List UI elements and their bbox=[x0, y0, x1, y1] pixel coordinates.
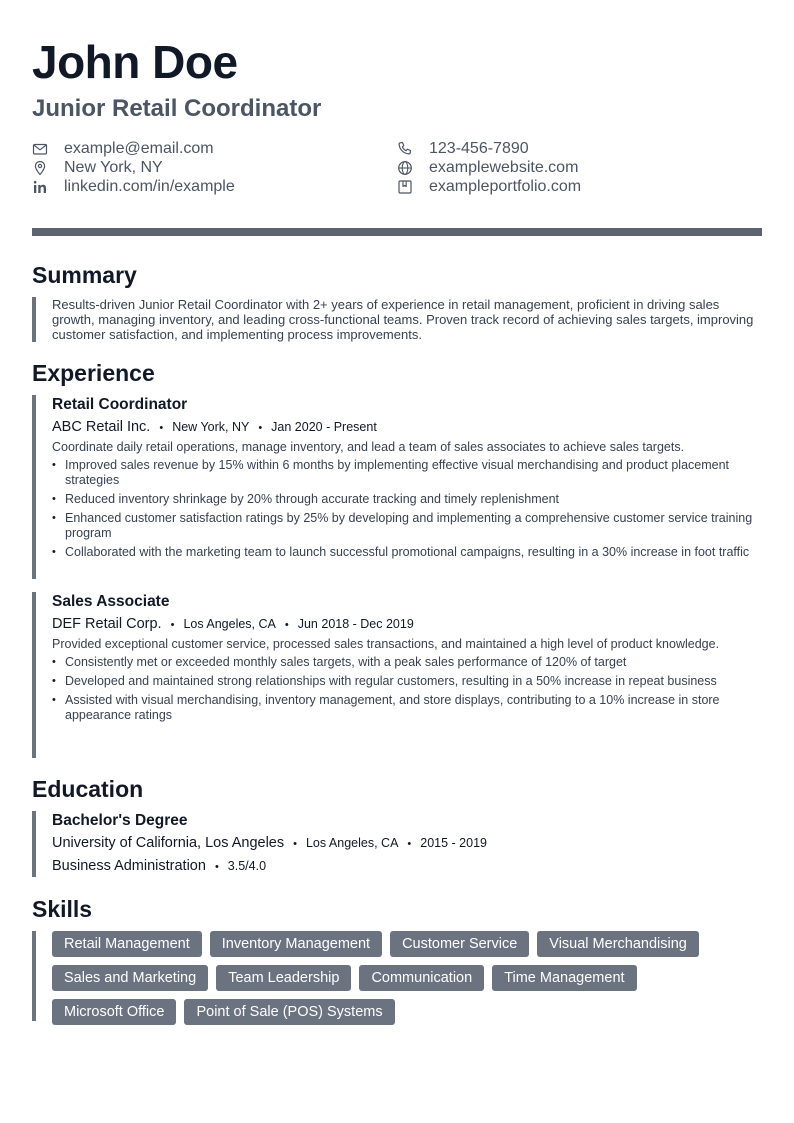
job-bullet: • Improved sales revenue by 15% within 6 months by implementing effective visual merchandising and product placement strategies bbox=[52, 458, 762, 488]
candidate-name: John Doe bbox=[32, 36, 238, 88]
contact-email-text: example@email.com bbox=[64, 139, 214, 157]
gpa: 3.5/4.0 bbox=[227, 859, 267, 873]
header-divider bbox=[32, 228, 762, 236]
job-company: DEF Retail Corp. bbox=[52, 616, 162, 632]
job-company: ABC Retail Inc. bbox=[52, 419, 151, 435]
skill-chip: Point of Sale (POS) Systems bbox=[184, 999, 394, 1025]
skills-heading: Skills bbox=[32, 896, 93, 922]
skill-chip: Time Management bbox=[492, 965, 636, 991]
contact-website[interactable] bbox=[397, 158, 578, 177]
job-bullet: • Collaborated with the marketing team to launch successful promotional campaigns, resulting in a 30% increase in foot traffic bbox=[52, 545, 762, 560]
school-name: University of California, Los Angeles bbox=[52, 835, 285, 851]
experience-job bbox=[32, 395, 762, 579]
field-of-study: Business Administration bbox=[52, 858, 206, 874]
job-meta bbox=[52, 418, 762, 437]
contact-phone-text: 123-456-7890 bbox=[429, 139, 529, 157]
job-bullets bbox=[52, 458, 762, 560]
skill-chip: Visual Merchandising bbox=[537, 931, 699, 957]
skill-chip: Communication bbox=[359, 965, 484, 991]
globe-icon bbox=[397, 160, 413, 176]
phone-icon bbox=[397, 141, 413, 157]
education-field-meta bbox=[52, 857, 762, 876]
summary-text: Results-driven Junior Retail Coordinator with 2+ years of experience in retail management, proficient in driving sales growth, managing inventory, and leading cross-functional teams. Proven track record of achieving sales targets, improving customer satisfaction, and implementing process improvements. bbox=[52, 297, 754, 342]
contact-portfolio-text: exampleportfolio.com bbox=[429, 177, 582, 195]
skill-chip: Microsoft Office bbox=[52, 999, 176, 1025]
degree-title: Bachelor's Degree bbox=[52, 812, 188, 829]
job-bullets bbox=[52, 655, 762, 723]
job-bullet: • Reduced inventory shrinkage by 20% through accurate tracking and timely replenishment bbox=[52, 492, 762, 507]
contact-portfolio[interactable] bbox=[397, 177, 581, 196]
job-title: Retail Coordinator bbox=[52, 396, 188, 413]
job-bullet: • Developed and maintained strong relationships with regular customers, resulting in a 50% increase in repeat business bbox=[52, 674, 762, 689]
job-bullet: • Assisted with visual merchandising, inventory management, and store displays, contributing to a 10% increase in store appearance ratings bbox=[52, 693, 762, 723]
skills-list bbox=[52, 931, 766, 1025]
skill-chip: Retail Management bbox=[52, 931, 202, 957]
separator-dot: • bbox=[170, 619, 175, 631]
candidate-role: Junior Retail Coordinator bbox=[32, 95, 322, 122]
contact-location bbox=[32, 158, 163, 177]
separator-dot: • bbox=[159, 422, 164, 434]
job-location: New York, NY bbox=[172, 420, 250, 434]
job-location: Los Angeles, CA bbox=[183, 617, 276, 631]
envelope-icon bbox=[32, 141, 48, 157]
contact-linkedin-text: linkedin.com/in/example bbox=[64, 177, 235, 195]
skill-chip: Customer Service bbox=[390, 931, 529, 957]
summary-block bbox=[32, 297, 762, 342]
contact-linkedin[interactable] bbox=[32, 177, 235, 196]
separator-dot: • bbox=[284, 619, 289, 631]
separator-dot: • bbox=[407, 838, 412, 850]
linkedin-icon bbox=[32, 179, 48, 195]
skills-block bbox=[32, 931, 762, 1021]
job-dates: Jan 2020 - Present bbox=[271, 420, 377, 434]
job-title: Sales Associate bbox=[52, 593, 170, 610]
job-bullet: • Consistently met or exceeded monthly sales targets, with a peak sales performance of 120% of target bbox=[52, 655, 762, 670]
contact-info bbox=[32, 138, 762, 198]
job-description: Provided exceptional customer service, processed sales transactions, and maintained a high level of product knowledge. bbox=[52, 637, 720, 651]
job-bullet: • Enhanced customer satisfaction ratings by 25% by developing and implementing a comprehensive customer service training program bbox=[52, 511, 762, 541]
skill-chip: Sales and Marketing bbox=[52, 965, 208, 991]
map-pin-icon bbox=[32, 160, 48, 176]
separator-dot: • bbox=[258, 422, 263, 434]
contact-location-text: New York, NY bbox=[64, 158, 163, 176]
job-description: Coordinate daily retail operations, manage inventory, and lead a team of sales associates to achieve sales targets. bbox=[52, 440, 685, 454]
education-heading: Education bbox=[32, 776, 144, 802]
school-years: 2015 - 2019 bbox=[420, 836, 487, 850]
contact-website-text: examplewebsite.com bbox=[429, 158, 579, 176]
experience-job bbox=[32, 592, 762, 758]
school-location: Los Angeles, CA bbox=[305, 836, 399, 850]
contact-phone[interactable] bbox=[397, 139, 529, 158]
portfolio-icon bbox=[397, 179, 413, 195]
education-meta bbox=[52, 834, 762, 853]
job-meta bbox=[52, 615, 762, 634]
skill-chip: Team Leadership bbox=[216, 965, 351, 991]
education-block bbox=[32, 811, 762, 877]
skill-chip: Inventory Management bbox=[210, 931, 382, 957]
job-dates: Jun 2018 - Dec 2019 bbox=[297, 617, 414, 631]
separator-dot: • bbox=[293, 838, 297, 850]
separator-dot: • bbox=[214, 861, 219, 873]
contact-email[interactable] bbox=[32, 139, 214, 158]
experience-heading: Experience bbox=[32, 360, 155, 386]
summary-heading: Summary bbox=[32, 262, 137, 288]
